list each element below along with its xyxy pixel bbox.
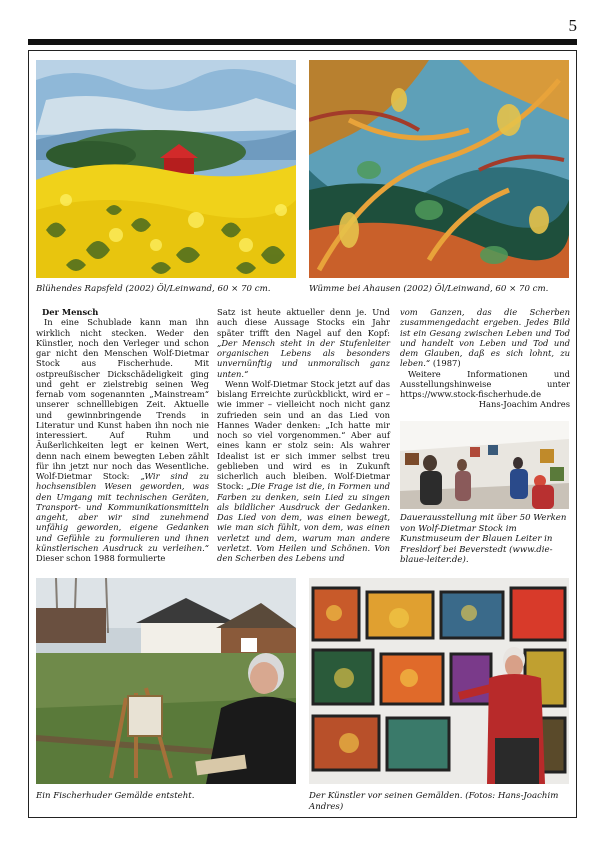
article-heading: Der Mensch bbox=[42, 307, 99, 317]
caption-museum: Dauerausstellung mit über 50 Werken von Wolf-Dietmar Stock im Kunstmuseum der Blauen Leiter in Fresldorf bei Beverstedt (www.die-blaue-leiter.de). bbox=[400, 513, 567, 565]
paragraph: Satz ist heute aktueller denn je. Und auch diese Aussage Stocks ein Jahr später trifft den Nagel auf den Kopf: „Der Mensch steht in der Stufenleiter organischen Lebens als besonders unvernünftig und unmoralisch ganz unten.“ bbox=[217, 307, 390, 379]
paragraph: Wenn Wolf-Dietmar Stock jetzt auf das bislang Erreichte zurückblickt, wird er – wie immer – vielleicht noch nicht ganz zufrieden sein und an das Lied von Hannes Wader denken: „Ich hatte mir noch so viel vorgenommen.“ Aber auf eines kann er stolz sein: Als wahrer Idealist ist er sich immer selbst treu geblieben und wird es in Zukunft sicherlich auch bleiben. Wolf-Dietmar Stock: „Die Frage ist die, in Formen und Farben zu denken, sein Lied zu singen als bildlicher Ausdruck der Gedanken. Das Lied von dem, was einen bewegt, wie man sich fühlt, von dem, was einen verletzt und dem, warum man andere verletzt. Vom Heilen und Schönen. Von den Scherben des Lebens und bbox=[217, 378, 390, 563]
paragraph: In eine Schublade kann man ihn wirklich nicht stecken. Weder den Künstler, noch den Verleger und schon gar nicht den Menschen Wolf-Dietmar Stock aus Fischerhude. Mit ostpreußischer Dickschädeligkeit ging und geht er zielstrebig seinen Weg fernab vom sogenannten „Mainstream“ unserer schnelllebigen Zeit. Aktuelle und gewinnbringende Trends in Literatur und Kunst haben ihn noch nie interessiert. Auf Ruhm und Äußerlichkeiten legt er keinen Wert, denn nach einem bewegten Leben zählt für ihn jetzt nur noch das Wesentliche. Wolf-Dietmar Stock: „Wir sind zu hochsensiblen Wesen geworden, was den Umgang mit technischen Geräten, Transport- und Kommunikationsmitteln angeht, aber wir sind zunehmend unfähig geworden, eigene Gedanken und Gefühle zu formulieren und ihnen künstlerischen Ausdruck zu verleihen.“ Dieser schon 1988 formulierte bbox=[36, 317, 209, 563]
photo-fischerhude bbox=[36, 578, 296, 784]
caption-artist: Der Künstler vor seinen Gemälden. (Fotos: Hans-Joachim Andres) bbox=[309, 791, 559, 812]
author-name: Hans-Joachim Andres bbox=[478, 399, 570, 410]
page-number: 5 bbox=[568, 16, 577, 35]
photo-artist-gallery bbox=[309, 578, 569, 784]
paragraph: vom Ganzen, das die Scherben zusammengedacht ergeben. Jedes Bild ist ein Gesang zwischen Leben und Tod und handelt von Leben und Tod und dem Glauben, daß es sich lohnt, zu leben.“ (1987) bbox=[400, 307, 570, 369]
info-paragraph: Weitere Informationen und Ausstellungshinweise unter https://www.stock-fischerhude.de bbox=[400, 368, 570, 399]
caption-wuemme: Wümme bei Ahausen (2002) Öl/Leinwand, 60 × 70 cm. bbox=[309, 284, 549, 294]
caption-fischerhude: Ein Fischerhuder Gemälde entsteht. bbox=[36, 791, 195, 801]
text-column-1 bbox=[36, 307, 209, 563]
text-column-3 bbox=[400, 307, 570, 410]
painting-wuemme bbox=[309, 60, 569, 278]
painting-rapsfeld bbox=[36, 60, 296, 278]
photo-museum-exhibition bbox=[400, 421, 569, 509]
header-rule bbox=[28, 39, 577, 45]
caption-rapsfeld: Blühendes Rapsfeld (2002) Öl/Leinwand, 60 × 70 cm. bbox=[36, 284, 271, 294]
text-column-2 bbox=[217, 307, 390, 563]
